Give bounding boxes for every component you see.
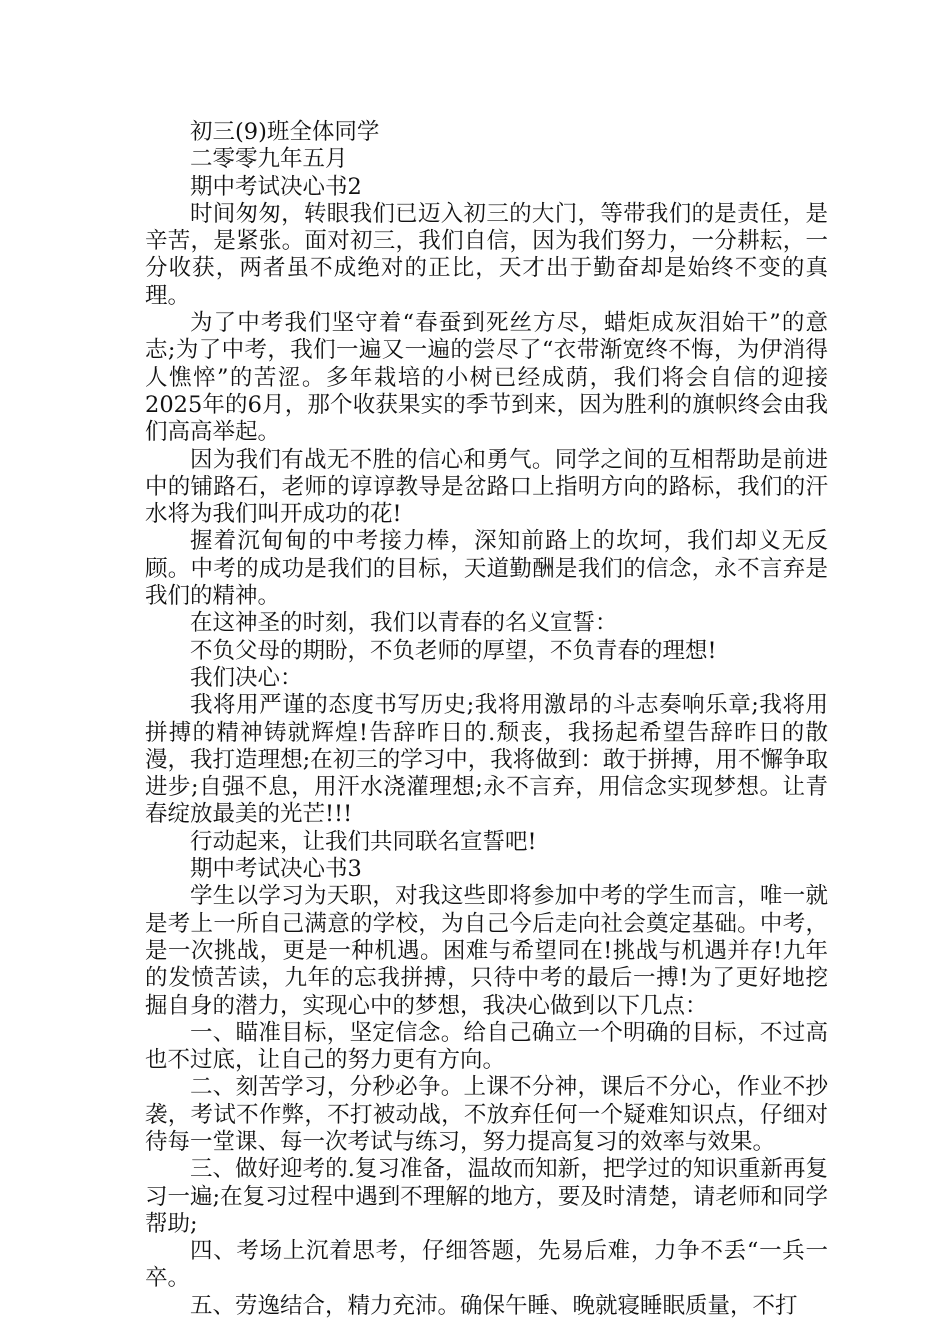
document-body — [145, 119, 828, 1320]
paragraph: 时间匆匆，转眼我们已迈入初三的大门，等带我们的是责任，是辛苦，是紧张。面对初三，我们自信，因为我们努力，一分耕耘，一分收获，两者虽不成绝对的正比，天才出于勤奋却是始终不变的真理。 — [145, 200, 828, 309]
signature-date: 二零零九年五月 — [190, 146, 348, 173]
paragraph: 五、劳逸结合，精力充沛。确保午睡、晚就寝睡眠质量，不打 — [190, 1292, 798, 1319]
paragraph: 因为我们有战无不胜的信心和勇气。同学之间的互相帮助是前进中的铺路石，老师的谆谆教导是岔路口上指明方向的路标，我们的汗水将为我们叫开成功的花! — [145, 446, 828, 528]
paragraph: 不负父母的期盼，不负老师的厚望，不负青春的理想! — [190, 637, 717, 664]
section-heading-2: 期中考试决心书2 — [190, 173, 362, 200]
paragraph: 在这神圣的时刻，我们以青春的名义宣誓： — [190, 610, 618, 637]
paragraph: 三、做好迎考的.复习准备，温故而知新，把学过的知识重新再复习一遍;在复习过程中遇到不理解的地方，要及时清楚，请老师和同学帮助; — [145, 1156, 828, 1237]
paragraph: 一、瞄准目标，坚定信念。给自己确立一个明确的目标，不过高也不过底，让自己的努力更有方向。 — [145, 1019, 828, 1074]
paragraph: 我们决心： — [190, 664, 303, 691]
paragraph: 四、考场上沉着思考，仔细答题，先易后难，力争不丢“一兵一卒。 — [145, 1238, 828, 1292]
section-heading-3: 期中考试决心书3 — [190, 856, 362, 883]
paragraph: 我将用严谨的态度书写历史;我将用激昂的斗志奏响乐章;我将用拼搏的精神铸就辉煌!告辞昨日的.颓丧，我扬起希望告辞昨日的散漫，我打造理想;在初三的学习中，我将做到：敢于拼搏，用不懈争取进步;自强不息，用汗水浇灌理想;永不言弃，用信念实现梦想。让青春绽放最美的光芒!!! — [145, 692, 828, 828]
paragraph: 行动起来，让我们共同联名宣誓吧! — [190, 828, 537, 855]
paragraph: 二、刻苦学习，分秒必争。上课不分神，课后不分心，作业不抄袭，考试不作弊，不打被动战，不放弃任何一个疑难知识点，仔细对待每一堂课、每一次考试与练习，努力提高复习的效率与效果。 — [145, 1074, 828, 1155]
paragraph: 学生以学习为天职，对我这些即将参加中考的学生而言，唯一就是考上一所自己满意的学校，为自己今后走向社会奠定基础。中考，是一次挑战，更是一种机遇。困难与希望同在!挑战与机遇并存!九年的发愤苦读，九年的忘我拼搏，只待中考的最后一搏!为了更好地挖掘自身的潜力，实现心中的梦想，我决心做到以下几点： — [145, 883, 828, 1019]
signature-class: 初三(9)班全体同学 — [190, 119, 380, 145]
paragraph: 为了中考我们坚守着“春蚕到死丝方尽，蜡炬成灰泪始干”的意志;为了中考，我们一遍又一遍的尝尽了“衣带渐宽终不悔，为伊消得人憔悴”的苦涩。多年栽培的小树已经成荫，我们将会自信的迎接2025年的6月，那个收获果实的季节到来，因为胜利的旗帜终会由我们高高举起。 — [145, 310, 828, 446]
paragraph: 握着沉甸甸的中考接力棒，深知前路上的坎坷，我们却义无反顾。中考的成功是我们的目标，天道勤酬是我们的信念，永不言弃是我们的精神。 — [145, 528, 828, 610]
